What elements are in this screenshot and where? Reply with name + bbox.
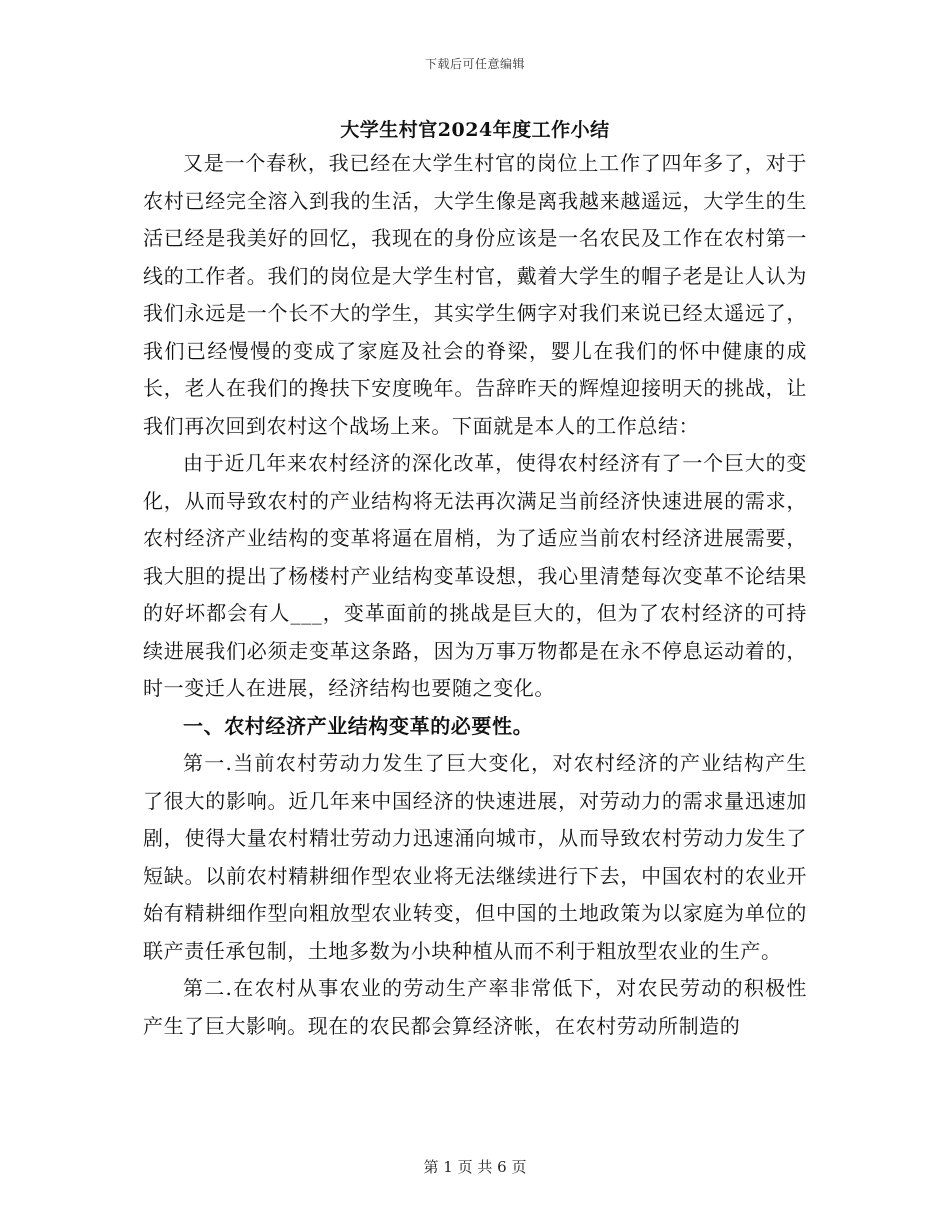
document-body [143, 145, 807, 1045]
paragraph-intro: 又是一个春秋，我已经在大学生村官的岗位上工作了四年多了，对于农村已经完全溶入到我的生活，大学生像是离我越来越遥远，大学生的生活已经是我美好的回忆，我现在的身份应该是一名农民及工作在农村第一线的工作者。我们的岗位是大学生村官，戴着大学生的帽子老是让人认为我们永远是一个长不大的学生，其实学生俩字对我们来说已经太遥远了，我们已经慢慢的变成了家庭及社会的脊梁，婴儿在我们的怀中健康的成长，老人在我们的搀扶下安度晚年。告辞昨天的辉煌迎接明天的挑战，让我们再次回到农村这个战场上来。下面就是本人的工作总结： [143, 151, 807, 438]
page-footer: 第 1 页 共 6 页 [423, 1158, 527, 1176]
page-header-note: 下载后可任意编辑 [424, 57, 525, 71]
paragraph-second-point: 第二.在农村从事农业的劳动生产率非常低下，对农民劳动的积极性产生了巨大影响。现在的农民都会算经济帐，在农村劳动所制造的 [143, 976, 807, 1038]
document-title: 大学生村官2024年度工作小结 [340, 119, 610, 141]
section-heading-1: 一、农村经济产业结构变革的必要性。 [183, 713, 534, 738]
paragraph-reform: 由于近几年来农村经济的深化改革，使得农村经济有了一个巨大的变化，从而导致农村的产业结构将无法再次满足当前经济快速进展的需求，农村经济产业结构的变革将逼在眉梢，为了适应当前农村经济进展需要，我大胆的提出了杨楼村产业结构变革设想，我心里清楚每次变革不论结果的好坏都会有人___，变革面前的挑战是巨大的，但为了农村经济的可持续进展我们必须走变革这条路，因为万事万物都是在永不停息运动着的，时一变迁人在进展，经济结构也要随之变化。 [143, 451, 807, 700]
paragraph-first-point: 第一.当前农村劳动力发生了巨大变化，对农村经济的产业结构产生了很大的影响。近几年来中国经济的快速进展，对劳动力的需求量迅速加剧，使得大量农村精壮劳动力迅速涌向城市，从而导致农村劳动力发生了短缺。以前农村精耕细作型农业将无法继续进行下去，中国农村的农业开始有精耕细作型向粗放型农业转变，但中国的土地政策为以家庭为单位的联产责任承包制，土地多数为小块种植从而不利于粗放型农业的生产。 [143, 751, 807, 963]
